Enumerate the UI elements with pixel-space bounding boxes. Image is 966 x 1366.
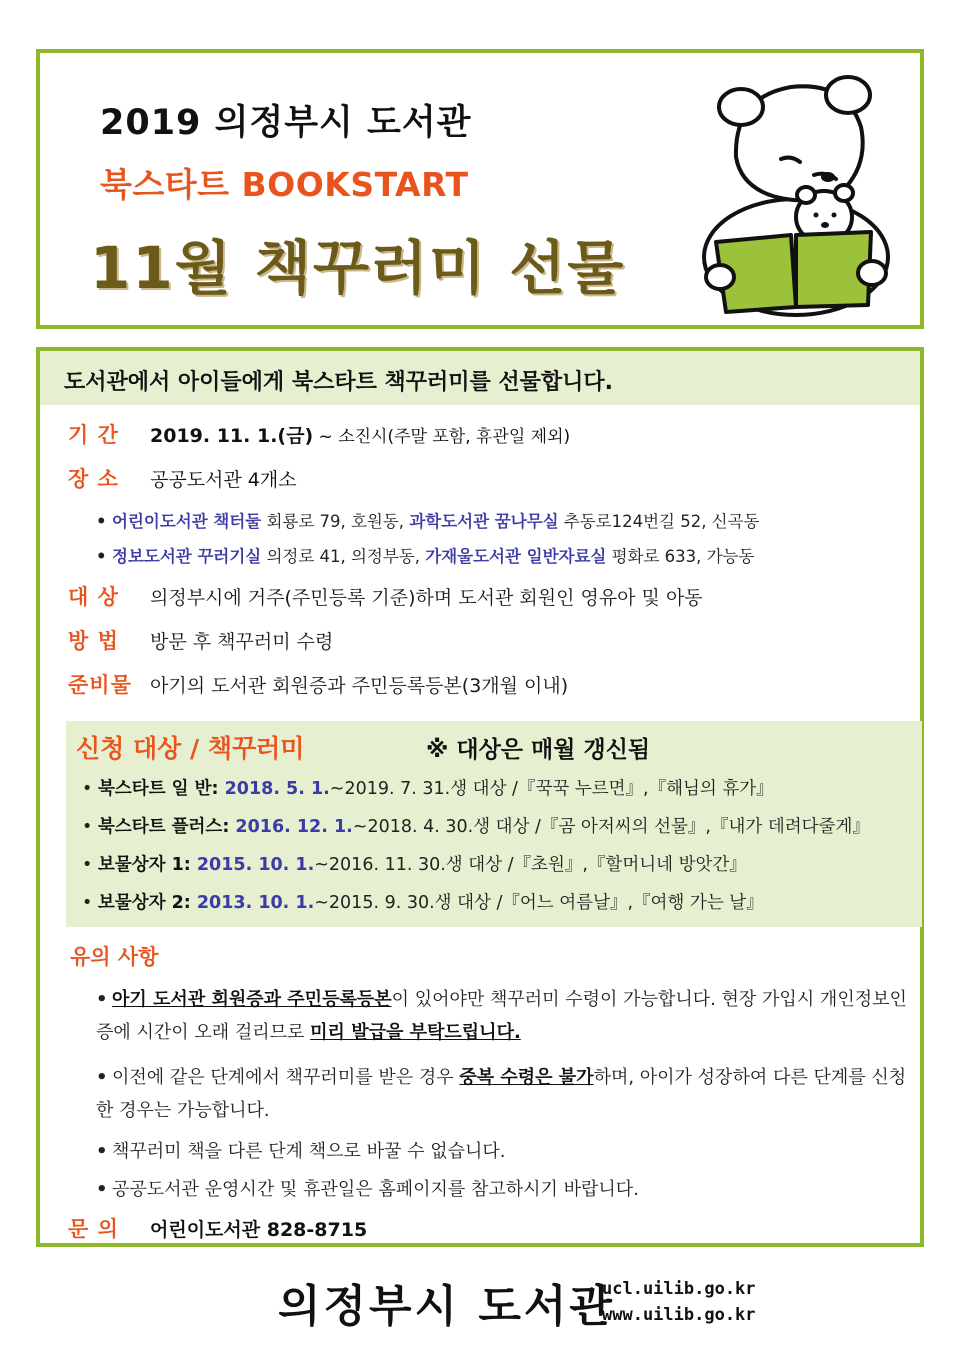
target-value: 의정부시에 거주(주민등록 기준)하며 도서관 회원인 영유아 및 아동 bbox=[150, 587, 703, 609]
note-text: 이전에 같은 단계에서 책꾸러미를 받은 경우 bbox=[112, 1067, 460, 1088]
intro-bar bbox=[40, 351, 920, 405]
apply-row-date: 2016. 12. 1. bbox=[229, 817, 353, 837]
library-list-item: • 어린이도서관 책터둘 회룡로 79, 호원동, 과학도서관 꿈나무실 추동로124번길 52, 신곡동 bbox=[96, 512, 760, 531]
apply-row: • 보물상자 2: 2013. 10. 1.~2015. 9. 30.생 대상 /『어느 여름날』,『여행 가는 날』 bbox=[82, 893, 764, 913]
method-row bbox=[68, 625, 333, 655]
library-name: 어린이도서관 책터둘 bbox=[112, 512, 262, 531]
apply-row: • 북스타트 일 반: 2018. 5. 1.~2019. 7. 31.생 대상 /『꾹꾹 누르면』,『해님의 휴가』 bbox=[82, 779, 774, 799]
bookstart-subtitle: 북스타트 BOOKSTART bbox=[100, 165, 469, 204]
intro-text: 도서관에서 아이들에게 북스타트 책꾸러미를 선물합니다. bbox=[64, 370, 614, 395]
url-link[interactable]: ucl.uilib.go.kr bbox=[602, 1279, 756, 1299]
library-addr: 의정로 41, 의정부동, bbox=[261, 547, 426, 566]
year-title: 2019 의정부시 도서관 bbox=[100, 103, 472, 143]
info-panel bbox=[36, 347, 924, 1247]
library-name: 가재울도서관 일반자료실 bbox=[425, 547, 607, 566]
library-addr: 평화로 633, 가능동 bbox=[606, 547, 755, 566]
period-row bbox=[68, 419, 570, 449]
method-value: 방문 후 책꾸러미 수령 bbox=[150, 631, 334, 653]
url-link[interactable]: www.uilib.go.kr bbox=[602, 1305, 756, 1325]
apply-row-name: 북스타트 플러스: bbox=[97, 817, 230, 837]
target-row bbox=[68, 581, 703, 611]
method-label: 방 법 bbox=[68, 629, 119, 653]
library-addr: 회룡로 79, 호원동, bbox=[261, 512, 410, 531]
apply-row-rest: ~2019. 7. 31.생 대상 /『꾹꾹 누르면』,『해님의 휴가』 bbox=[329, 779, 774, 799]
apply-section bbox=[66, 721, 922, 927]
place-label: 장 소 bbox=[68, 467, 119, 491]
note-emphasis: 아기 도서관 회원증과 주민등록등본 bbox=[112, 989, 392, 1010]
apply-row-rest: ~2016. 11. 30.생 대상 /『초원』,『할머니네 방앗간』 bbox=[314, 855, 747, 875]
apply-row-date: 2018. 5. 1. bbox=[218, 779, 330, 799]
note-item: • 아기 도서관 회원증과 주민등록등본이 있어야만 책꾸러미 수령이 가능합니다. 현장 가입시 개인정보인증에 시간이 오래 걸리므로 미리 발급을 부탁드립니다. bbox=[96, 989, 907, 1043]
note-text: 이 있어야만 책꾸러미 수령이 가능합니다. 현장 가입시 개인정보인증에 시간이 오래 걸리므로 bbox=[96, 989, 907, 1043]
place-value: 공공도서관 4개소 bbox=[150, 469, 297, 491]
contact-value: 어린이도서관 828-8715 bbox=[150, 1219, 368, 1241]
apply-row-rest: ~2015. 9. 30.생 대상 /『어느 여름날』,『여행 가는 날』 bbox=[314, 893, 764, 913]
period-label: 기 간 bbox=[68, 423, 119, 447]
place-row bbox=[68, 463, 297, 493]
header-banner bbox=[36, 49, 924, 329]
contact-row bbox=[68, 1213, 367, 1243]
note-item: • 책꾸러미 책을 다른 단계 책으로 바꿀 수 없습니다. bbox=[96, 1141, 506, 1162]
library-name: 정보도서관 꾸러기실 bbox=[112, 547, 262, 566]
note-text: 하며, 아이가 성장하여 다른 단계를 신청한 경우는 가능합니다. bbox=[96, 1067, 907, 1121]
target-label: 대 상 bbox=[68, 585, 119, 609]
apply-row-date: 2013. 10. 1. bbox=[190, 893, 315, 913]
period-value: 2019. 11. 1.(금) bbox=[150, 425, 314, 447]
library-addr: 추동로124번길 52, 신곡동 bbox=[558, 512, 760, 531]
apply-note: ※ 대상은 매월 갱신됨 bbox=[426, 737, 651, 763]
note-item: • 이전에 같은 단계에서 책꾸러미를 받은 경우 중복 수령은 불가하며, 아이가 성장하여 다른 단계를 신청한 경우는 가능합니다. bbox=[96, 1067, 907, 1121]
apply-row-name: 보물상자 2: bbox=[97, 893, 191, 913]
note-text: 책꾸러미 책을 다른 단계 책으로 바꿀 수 없습니다. bbox=[112, 1141, 506, 1162]
note-emphasis: 중복 수령은 불가 bbox=[459, 1067, 594, 1088]
footer-library-name: 의정부시 도서관 bbox=[278, 1281, 615, 1332]
prep-label: 준비물 bbox=[68, 673, 132, 697]
apply-row-date: 2015. 10. 1. bbox=[190, 855, 315, 875]
apply-row-name: 북스타트 일 반: bbox=[97, 779, 219, 799]
bear-reading-icon bbox=[696, 67, 896, 317]
note-item: • 공공도서관 운영시간 및 휴관일은 홈페이지를 참고하시기 바랍니다. bbox=[96, 1179, 639, 1200]
library-list-item: • 정보도서관 꾸러기실 의정로 41, 의정부동, 가재울도서관 일반자료실 평화로 633, 가능동 bbox=[96, 547, 755, 566]
notes-title: 유의 사항 bbox=[70, 945, 159, 969]
note-emphasis: 미리 발급을 부탁드립니다. bbox=[310, 1022, 521, 1043]
main-title: 11월 책꾸러미 선물 bbox=[90, 234, 626, 302]
apply-row-name: 보물상자 1: bbox=[97, 855, 191, 875]
apply-row: • 북스타트 플러스: 2016. 12. 1.~2018. 4. 30.생 대상 /『곰 아저씨의 선물』,『내가 데려다줄게』 bbox=[82, 817, 870, 837]
note-text: 공공도서관 운영시간 및 휴관일은 홈페이지를 참고하시기 바랍니다. bbox=[112, 1179, 639, 1200]
prep-value: 아기의 도서관 회원증과 주민등록등본(3개월 이내) bbox=[150, 675, 569, 697]
contact-label: 문 의 bbox=[68, 1217, 119, 1241]
apply-row-rest: ~2018. 4. 30.생 대상 /『곰 아저씨의 선물』,『내가 데려다줄게』 bbox=[352, 817, 870, 837]
apply-title: 신청 대상 / 책꾸러미 bbox=[76, 734, 305, 763]
footer-urls bbox=[602, 1276, 756, 1328]
period-note: ~ 소진시(주말 포함, 휴관일 제외) bbox=[313, 427, 571, 447]
prep-row bbox=[68, 669, 568, 699]
library-name: 과학도서관 꿈나무실 bbox=[409, 512, 559, 531]
apply-row: • 보물상자 1: 2015. 10. 1.~2016. 11. 30.생 대상 /『초원』,『할머니네 방앗간』 bbox=[82, 855, 747, 875]
